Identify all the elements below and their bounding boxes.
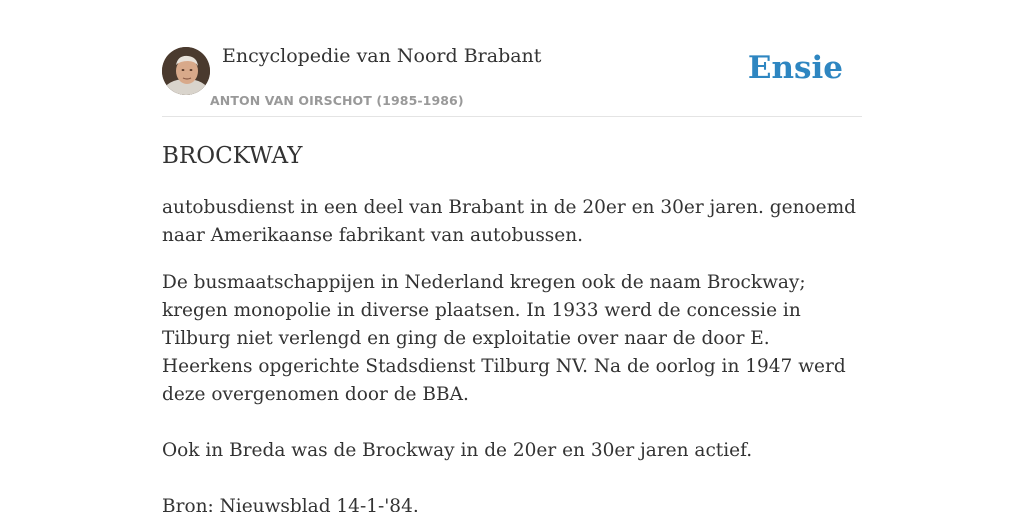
paragraph-source: Bron: Nieuwsblad 14-1-'84. <box>162 496 419 512</box>
content-column <box>162 0 862 512</box>
source-title[interactable]: Encyclopedie van Noord Brabant <box>222 45 542 67</box>
paragraph-definition: autobusdienst in een deel van Brabant in de 20er en 30er jaren. genoemd naar Amerikaanse fabrikant van autobussen. <box>162 197 856 246</box>
paragraph-breda: Ook in Breda was de Brockway in de 20er en 30er jaren actief. <box>162 440 753 461</box>
source-header <box>162 0 862 117</box>
article-title: BROCKWAY <box>162 143 303 169</box>
author-avatar[interactable] <box>162 47 210 95</box>
author-portrait-icon <box>162 47 210 95</box>
brand-logo[interactable]: Ensie <box>747 50 843 86</box>
paragraph-history: De busmaatschappijen in Nederland kregen ook de naam Brockway; kregen monopolie in diverse plaatsen. In 1933 werd de concessie in Tilburg niet verlengd en ging de exploitatie over naar de door E. Heerkens opgerichte Stadsdienst Tilburg NV. Na de oorlog in 1947 werd deze overgenomen door de BBA. <box>162 272 846 405</box>
author-name: ANTON VAN OIRSCHOT (1985-1986) <box>210 93 464 108</box>
article-body <box>162 194 862 512</box>
